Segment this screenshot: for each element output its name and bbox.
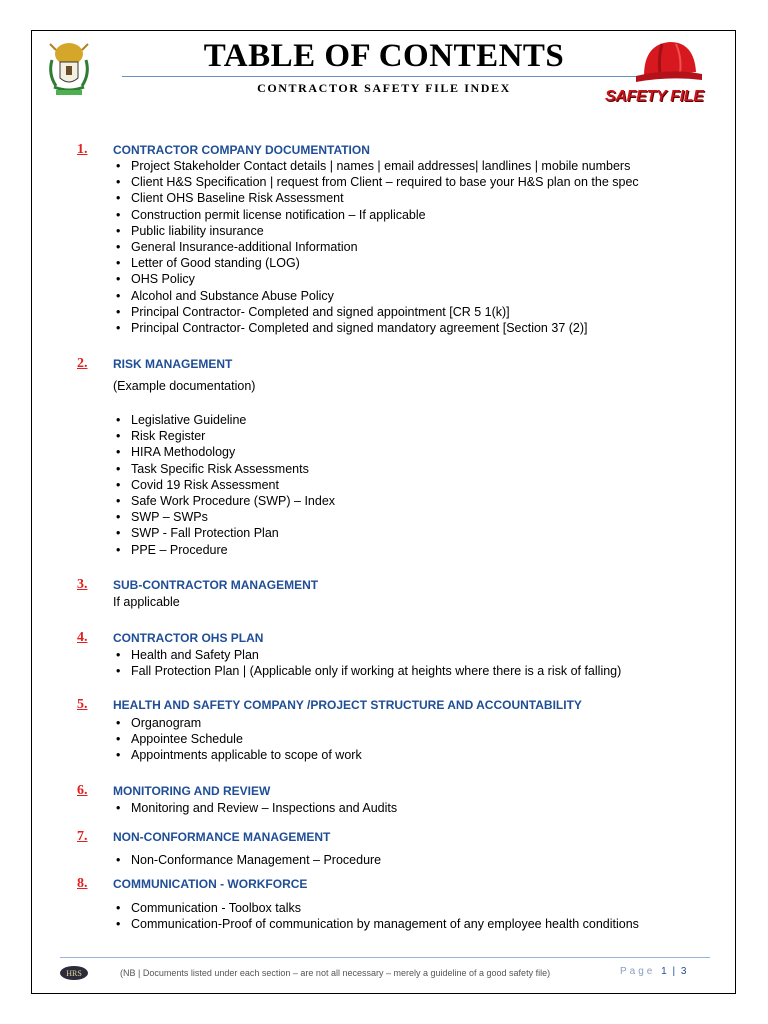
- list-item: • HIRA Methodology: [113, 444, 335, 460]
- list-item: • Communication-Proof of communication by management of any employee health conditions: [113, 916, 639, 932]
- page-number: [620, 966, 686, 977]
- list-item: • SWP - Fall Protection Plan: [113, 525, 335, 541]
- section-number: 5.: [77, 697, 88, 712]
- list-item: • Client OHS Baseline Risk Assessment: [113, 190, 639, 206]
- page-separator: |: [672, 966, 676, 977]
- hard-hat-icon: [632, 38, 704, 88]
- section-title: CONTRACTOR OHS PLAN: [113, 631, 264, 645]
- footer-divider: [60, 957, 710, 958]
- item-list: [113, 852, 381, 868]
- section-note: (Example documentation): [113, 379, 256, 393]
- section-title: CONTRACTOR COMPANY DOCUMENTATION: [113, 143, 370, 157]
- item-list: [113, 647, 621, 679]
- list-item: • Principal Contractor- Completed and signed appointment [CR 5 1(k)]: [113, 304, 639, 320]
- section-number: 7.: [77, 829, 88, 844]
- list-item: • Construction permit license notification – If applicable: [113, 207, 639, 223]
- list-item: • Monitoring and Review – Inspections and Audits: [113, 800, 397, 816]
- item-list: [113, 158, 639, 336]
- section-title: MONITORING AND REVIEW: [113, 784, 271, 798]
- list-item: • Client H&S Specification | request from Client – required to base your H&S plan on the spec: [113, 174, 639, 190]
- list-item: • Health and Safety Plan: [113, 647, 621, 663]
- list-item: • Project Stakeholder Contact details | names | email addresses| landlines | mobile numbers: [113, 158, 639, 174]
- list-item: • Letter of Good standing (LOG): [113, 255, 639, 271]
- list-item: • Covid 19 Risk Assessment: [113, 477, 335, 493]
- page-total: 3: [680, 966, 687, 977]
- footer-note: (NB | Documents listed under each section – are not all necessary – merely a guideline of a good safety file): [120, 968, 551, 978]
- section-note: If applicable: [113, 595, 180, 609]
- list-item: • Public liability insurance: [113, 223, 639, 239]
- page-current: 1: [661, 966, 667, 977]
- list-item: • OHS Policy: [113, 271, 639, 287]
- list-item: • Organogram: [113, 715, 362, 731]
- list-item: • PPE – Procedure: [113, 542, 335, 558]
- section-title: HEALTH AND SAFETY COMPANY /PROJECT STRUCTURE AND ACCOUNTABILITY: [113, 698, 582, 712]
- list-item: • General Insurance-additional Information: [113, 239, 639, 255]
- list-item: • Appointee Schedule: [113, 731, 362, 747]
- section-title: COMMUNICATION - WORKFORCE: [113, 877, 308, 891]
- company-logo: [59, 965, 89, 981]
- list-item: • Principal Contractor- Completed and signed mandatory agreement [Section 37 (2)]: [113, 320, 639, 336]
- list-item: • Appointments applicable to scope of work: [113, 747, 362, 763]
- page-title: TABLE OF CONTENTS: [203, 38, 565, 74]
- title-divider: [122, 76, 637, 77]
- list-item: • Safe Work Procedure (SWP) – Index: [113, 493, 335, 509]
- item-list: [113, 800, 397, 816]
- item-list: [113, 715, 362, 764]
- svg-text:HRS: HRS: [66, 969, 82, 978]
- section-number: 4.: [77, 630, 88, 645]
- section-number: 2.: [77, 356, 88, 371]
- list-item: • Fall Protection Plan | (Applicable only if working at heights where there is a risk of falling): [113, 663, 621, 679]
- item-list: [113, 412, 335, 558]
- section-number: 3.: [77, 577, 88, 592]
- list-item: • SWP – SWPs: [113, 509, 335, 525]
- section-number: 6.: [77, 783, 88, 798]
- section-title: SUB-CONTRACTOR MANAGEMENT: [113, 578, 319, 592]
- section-title: RISK MANAGEMENT: [113, 357, 233, 371]
- list-item: • Task Specific Risk Assessments: [113, 461, 335, 477]
- list-item: • Communication - Toolbox talks: [113, 900, 639, 916]
- list-item: • Legislative Guideline: [113, 412, 335, 428]
- list-item: • Risk Register: [113, 428, 335, 444]
- page-subtitle: CONTRACTOR SAFETY FILE INDEX: [257, 81, 511, 95]
- section-title: NON-CONFORMANCE MANAGEMENT: [113, 830, 331, 844]
- section-number: 8.: [77, 876, 88, 891]
- list-item: • Alcohol and Substance Abuse Policy: [113, 288, 639, 304]
- item-list: [113, 900, 639, 932]
- safety-file-logo-text: SAFETY FILE: [605, 88, 704, 105]
- page-label: Page: [620, 966, 656, 977]
- section-number: 1.: [77, 142, 88, 157]
- list-item: • Non-Conformance Management – Procedure: [113, 852, 381, 868]
